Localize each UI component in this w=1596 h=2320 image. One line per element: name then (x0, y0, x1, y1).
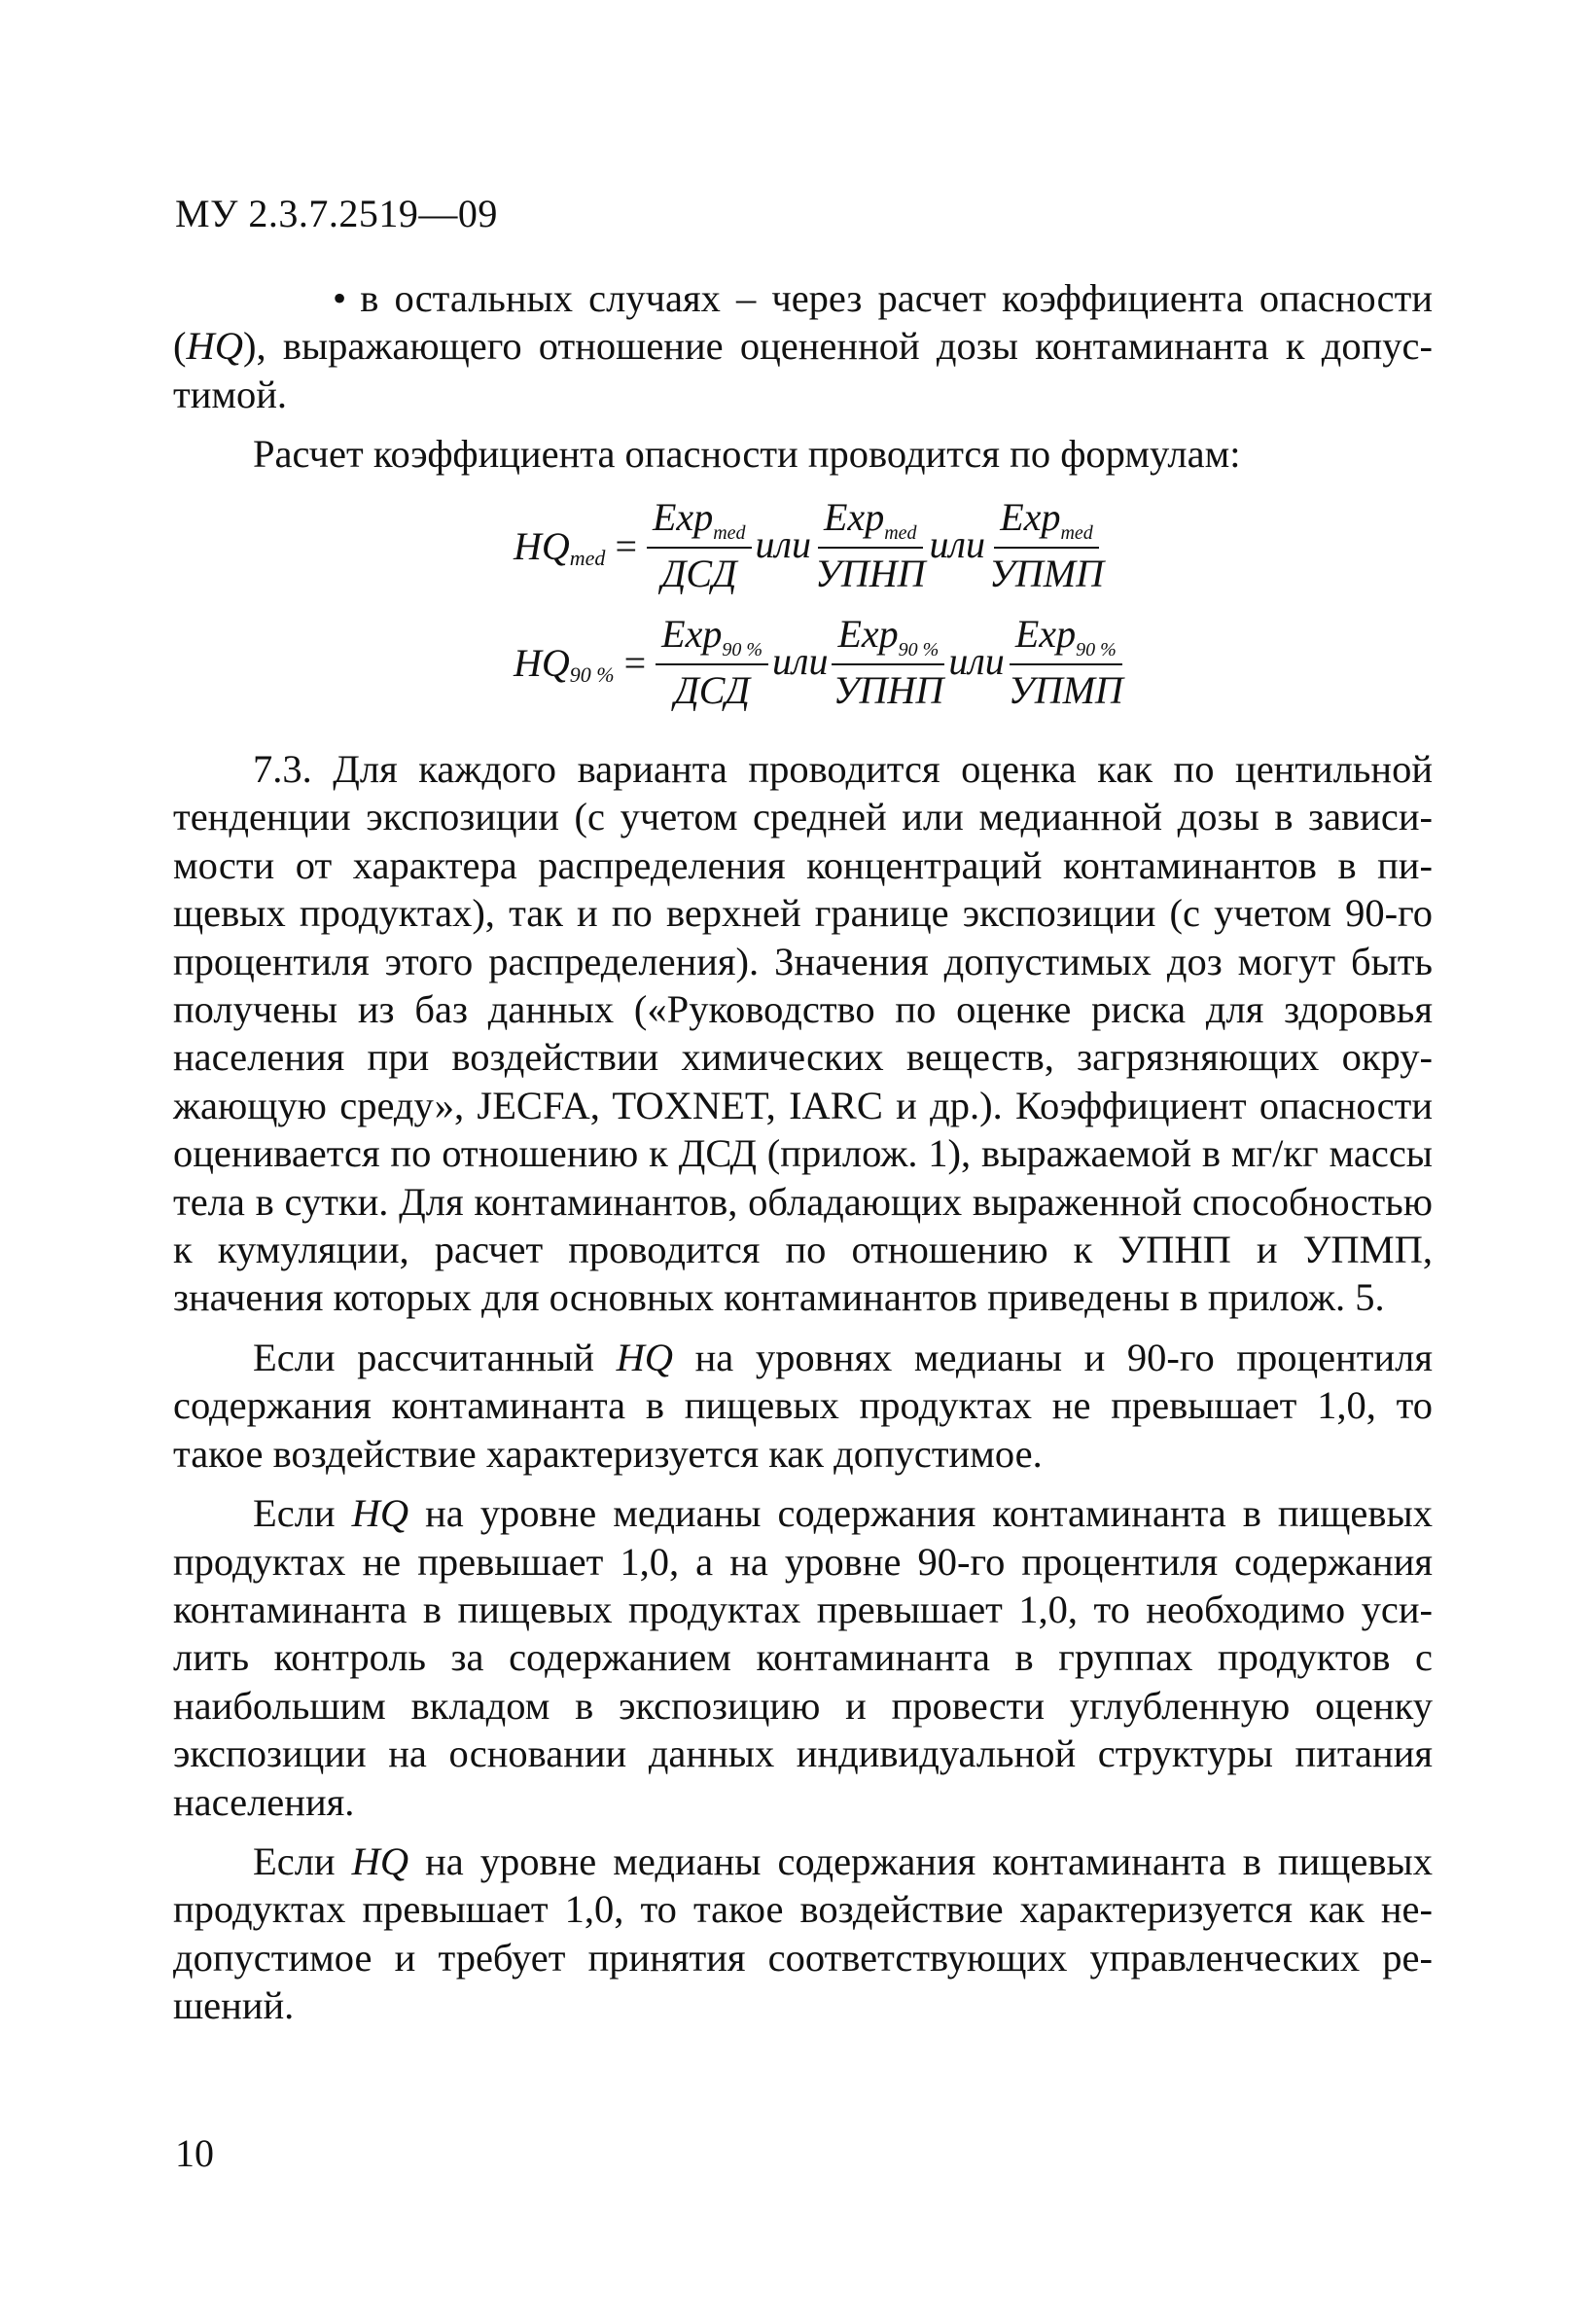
bullet-text-end: ), выражающего отношение оцененной дозы контаминанта к допустимой. (173, 324, 1433, 416)
paragraph-acceptable: Если рассчитанный HQ на уровнях медианы и 90-го процентиля содержания контаминанта в пищевых продуктах не превышает 1,0, то такое воздействие характеризуется как допустимое. (173, 1335, 1433, 1476)
paragraph-unacceptable: Если HQ на уровне медианы содержания контаминанта в пищевых продуктах превышает 1,0, то такое воздействие характеризуется как недопустимое и требует принятия соответствующих управленческих решений. (173, 1838, 1433, 2028)
or-word: или (948, 638, 1005, 683)
hq-term: HQ (351, 1491, 409, 1536)
or-word: или (755, 521, 811, 566)
formula-lhs: HQ $_{90 \%}$ (514, 640, 615, 687)
formula-lhs: HQ $_{med}$ (514, 523, 606, 570)
hq-term: HQ (351, 1838, 409, 1883)
page-number: 10 (175, 2131, 214, 2175)
formulas-intro: Расчет коэффициента опасности проводится по формулам: (253, 432, 1241, 477)
or-word: или (929, 521, 985, 566)
document-code-header: МУ 2.3.7.2519—09 (175, 192, 498, 235)
bullet-icon: • (333, 276, 347, 320)
formula-hq-90 (514, 612, 1123, 712)
or-word: или (772, 638, 829, 683)
fraction-upnp: $\frac{Exp_{90 \%}}{\text{УПНП}}$ (833, 612, 944, 712)
equals-sign: = (615, 523, 637, 568)
paragraph-7-3: 7.3. Для каждого варианта проводится оценка как по центильной тенденции экспозиции (с учетом средней или медианной дозы в зависимости от характера распределения концентраций контаминантов в пищевых продуктах), так и по верхней границе экспозиции (с учетом 90-го процентиля этого распределения). Значения допустимых доз могут быть получены из баз данных («Руководство по оценке риска для здоровья населения при воздействии химических веществ, загрязняющих окружающую среду», JECFA, TOXNET, IARC и др.). Коэффициент опасности оценивается по отношению к ДСД (прилож. 1), выражаемой в мг/кг массы тела в сутки. Для контаминантов, обладающих выраженной способностью к кумуляции, расчет проводится по отношению к УПНП и УПМП, значения которых для основных контаминантов приведены в прилож. 5. (173, 747, 1433, 1320)
fraction-upmp: $\frac{Exp_{90 \%}}{\text{УПМП}}$ (1008, 612, 1123, 712)
bullet-section (173, 274, 1433, 490)
hq-term: HQ (186, 324, 243, 369)
formula-hq-med (514, 495, 1105, 595)
fraction-dsd: $\frac{Exp_{med}}{\text{ДСД}}$ (647, 498, 752, 593)
main-text (173, 745, 1433, 2042)
bullet-paragraph (173, 274, 1433, 418)
bullet-text-start: в остальных случаях – через расчет коэффициента опасности ( (173, 276, 1433, 369)
fraction-upnp: $\frac{Exp_{med}}{\text{УПНП}}$ (814, 495, 926, 595)
fraction-upmp: $\frac{Exp_{med}}{\text{УПМП}}$ (989, 495, 1105, 595)
paragraph-enhanced-control: Если HQ на уровне медианы содержания контаминанта в пищевых продуктах не превышает 1,0, а на уровне 90-го процентиля содержания контаминанта в пищевых продуктах превышает 1,0, то необходимо усилить контроль за содержанием контаминанта в группах продуктов с наибольшим вкладом в экспозицию и провести углубленную оценку экспозиции на основании данных индивидуальной структуры питания населения. (173, 1491, 1433, 1824)
hq-term: HQ (616, 1335, 674, 1379)
equals-sign: = (623, 640, 647, 685)
fraction-dsd: $\frac{Exp_{90 \%}}{\text{ДСД}}$ (656, 615, 768, 710)
